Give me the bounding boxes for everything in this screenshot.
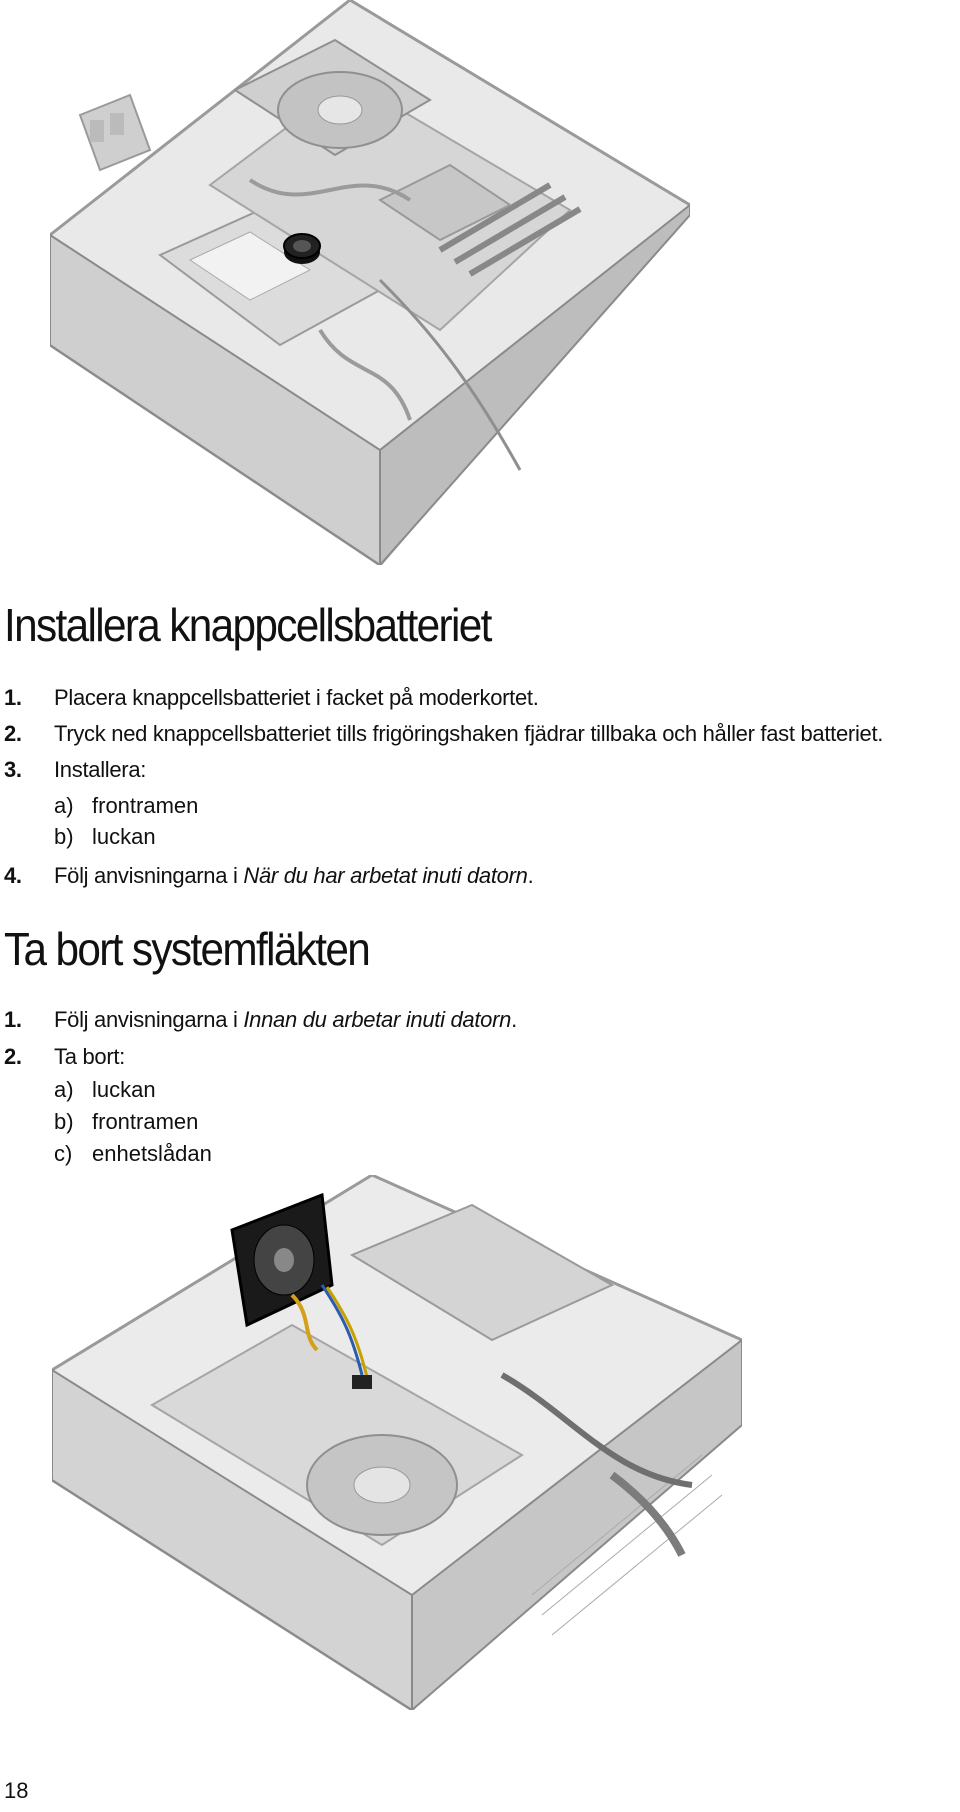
section-title-remove-fan: Ta bort systemfläkten	[4, 923, 370, 975]
cross-reference-link[interactable]: Innan du arbetar inuti datorn	[243, 1007, 512, 1032]
page-number: 18	[4, 1778, 29, 1803]
chassis-battery-illustration	[50, 0, 690, 565]
chassis-system-fan-illustration	[52, 1175, 742, 1710]
section-title-install-battery: Installera knappcellsbatteriet	[4, 599, 491, 651]
cross-reference-link[interactable]: När du har arbetat inuti datorn	[243, 863, 528, 888]
